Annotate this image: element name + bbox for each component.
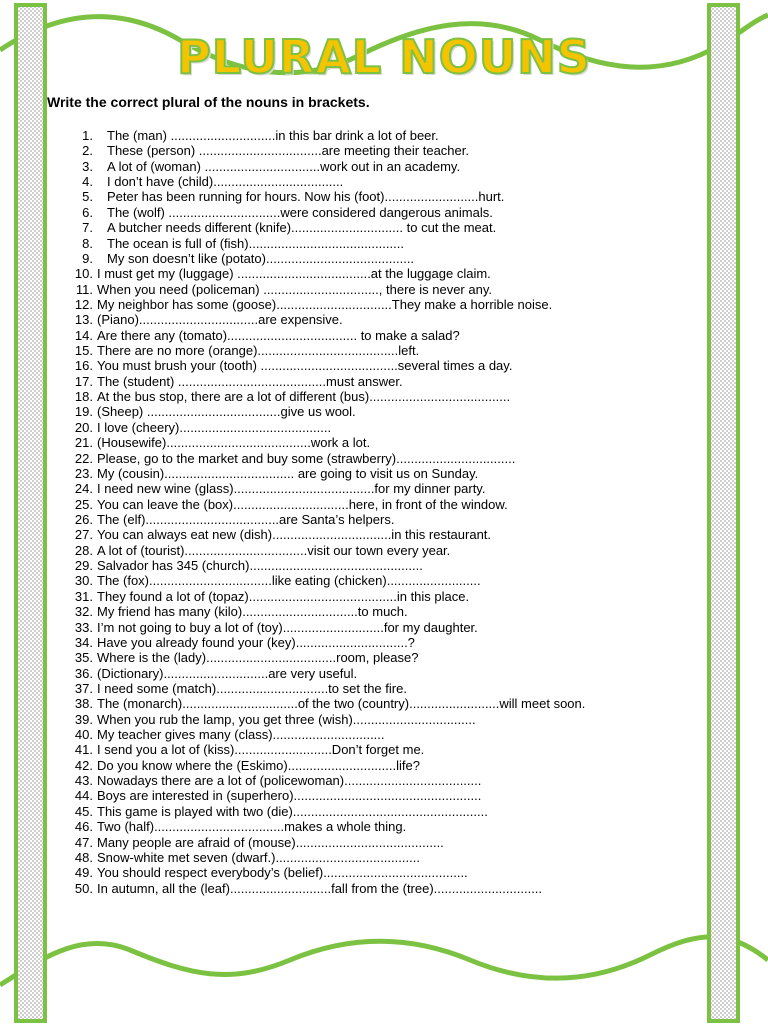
exercise-item	[60, 389, 700, 404]
exercise-item	[60, 819, 700, 834]
item-sentence: You can leave the (box)................................here, in front of the window.	[97, 496, 508, 512]
item-number: 15.	[74, 343, 93, 359]
item-number: 13.	[74, 312, 93, 328]
item-number: 1.	[82, 128, 93, 143]
exercise-item	[60, 481, 700, 496]
item-number: 30.	[74, 573, 93, 589]
item-sentence: Do you know where the (Eskimo)..............................life?	[97, 757, 420, 773]
exercise-item	[60, 558, 700, 573]
exercise-item	[60, 282, 700, 297]
item-sentence: Nowadays there are a lot of (policewoman)......................................	[97, 773, 482, 789]
exercise-item	[60, 589, 700, 604]
item-sentence: These (person) ..................................are meeting their teacher.	[107, 143, 469, 159]
item-sentence: Where is the (lady)....................................room, please?	[97, 650, 419, 666]
item-sentence: You must brush your (tooth) ......................................several times a day.	[97, 358, 513, 374]
exercise-item	[60, 404, 700, 419]
item-sentence: The ocean is full of (fish)...........................................	[107, 235, 404, 251]
exercise-item	[60, 343, 700, 358]
item-sentence: I don’t have (child)....................................	[107, 174, 344, 190]
item-number: 45.	[74, 803, 93, 819]
item-sentence: Please, go to the market and buy some (strawberry).................................	[97, 450, 516, 466]
item-number: 12.	[74, 296, 93, 312]
exercise-item	[60, 573, 700, 588]
exercise-item	[60, 696, 700, 711]
exercise-item	[60, 835, 700, 850]
exercise-item	[60, 758, 700, 773]
item-sentence: The (wolf) ...............................were considered dangerous animals.	[107, 204, 493, 220]
exercise-item	[60, 266, 700, 281]
item-sentence: I’m not going to buy a lot of (toy)............................for my daughter.	[97, 619, 478, 635]
exercise-item	[60, 189, 700, 204]
item-sentence: When you need (policeman) ................................, there is never any.	[97, 281, 492, 297]
item-number: 37.	[74, 680, 93, 696]
exercise-item	[60, 236, 700, 251]
exercise-item	[60, 220, 700, 235]
instruction-text: Write the correct plural of the nouns in brackets.	[47, 94, 370, 110]
exercise-item	[60, 620, 700, 635]
item-number: 28.	[74, 542, 93, 558]
item-number: 39.	[74, 711, 93, 727]
exercise-item	[60, 666, 700, 681]
item-number: 17.	[74, 373, 93, 389]
item-sentence: (Piano).................................are expensive.	[97, 312, 343, 328]
item-number: 47.	[74, 834, 93, 850]
item-number: 36.	[74, 665, 93, 681]
item-number: 38.	[74, 696, 93, 712]
item-number: 5.	[82, 189, 93, 205]
item-sentence: A lot of (tourist)..................................visit our town every year.	[97, 542, 451, 558]
item-sentence: (Dictionary).............................are very useful.	[97, 665, 358, 681]
item-number: 11.	[75, 281, 93, 297]
item-number: 6.	[82, 204, 93, 220]
item-sentence: In autumn, all the (leaf)............................fall from the (tree)..............................	[97, 880, 543, 896]
exercise-item	[60, 435, 700, 450]
item-sentence: The (man) .............................in this bar drink a lot of beer.	[107, 128, 439, 143]
item-number: 34.	[74, 634, 93, 650]
item-sentence: I love (cheery)..........................................	[97, 419, 332, 435]
exercise-item	[60, 850, 700, 865]
item-sentence: The (student) .........................................must answer.	[97, 373, 403, 389]
exercise-item	[60, 297, 700, 312]
item-number: 26.	[74, 511, 93, 527]
exercise-item	[60, 205, 700, 220]
item-number: 46.	[74, 819, 93, 835]
item-number: 41.	[74, 742, 93, 758]
item-number: 10.	[74, 266, 93, 282]
item-sentence: You should respect everybody’s (belief)........................................	[97, 865, 468, 881]
exercise-item	[60, 804, 700, 819]
item-number: 23.	[74, 465, 93, 481]
item-sentence: Have you already found your (key)...............................?	[97, 634, 415, 650]
exercise-item	[60, 635, 700, 650]
exercise-item	[60, 143, 700, 158]
item-sentence: At the bus stop, there are a lot of different (bus).......................................	[97, 389, 511, 405]
page-title: PLURAL NOUNS	[177, 30, 591, 84]
item-number: 33.	[74, 619, 93, 635]
exercise-item	[60, 451, 700, 466]
item-number: 19.	[74, 404, 93, 420]
item-sentence: The (fox)..................................like eating (chicken)..........................	[97, 573, 481, 589]
item-number: 20.	[74, 419, 93, 435]
item-number: 48.	[74, 849, 93, 865]
item-sentence: I send you a lot of (kiss)...........................Don’t forget me.	[97, 742, 425, 758]
exercise-item	[60, 328, 700, 343]
item-sentence: Salvador has 345 (church)................................................	[97, 558, 423, 574]
item-sentence: Are there any (tomato).................................... to make a salad?	[97, 327, 460, 343]
item-sentence: My teacher gives many (class)...............................	[97, 727, 385, 743]
item-sentence: A butcher needs different (knife)............................... to cut the meat.	[107, 220, 497, 236]
item-sentence: I must get my (luggage) .....................................at the luggage claim.	[97, 266, 491, 282]
item-sentence: My friend has many (kilo)................................to much.	[97, 604, 408, 620]
item-number: 29.	[74, 558, 93, 574]
item-sentence: My neighbor has some (goose)................................They make a horrible noise.	[97, 296, 553, 312]
exercise-item	[60, 174, 700, 189]
item-number: 32.	[74, 604, 93, 620]
item-number: 42.	[74, 757, 93, 773]
exercise-item	[60, 420, 700, 435]
item-sentence: They found a lot of (topaz).........................................in this place.	[97, 588, 470, 604]
exercise-item	[60, 128, 700, 143]
item-sentence: The (monarch)................................of the two (country).........................will meet soon.	[97, 696, 586, 712]
item-number: 49.	[74, 865, 93, 881]
item-sentence: There are no more (orange).......................................left.	[97, 343, 420, 359]
item-number: 44.	[74, 788, 93, 804]
exercise-item	[60, 773, 700, 788]
item-sentence: A lot of (woman) ................................work out in an academy.	[107, 158, 461, 174]
exercise-item	[60, 881, 700, 896]
item-sentence: Many people are afraid of (mouse).........................................	[97, 834, 444, 850]
left-column	[16, 5, 45, 1021]
exercise-item	[60, 543, 700, 558]
exercise-item	[60, 712, 700, 727]
exercise-item	[60, 374, 700, 389]
item-number: 14.	[74, 327, 93, 343]
item-sentence: Boys are interested in (superhero)....................................................	[97, 788, 482, 804]
item-sentence: I need new wine (glass).......................................for my dinner party.	[97, 481, 486, 497]
exercise-item	[60, 159, 700, 174]
exercise-item	[60, 604, 700, 619]
item-sentence: When you rub the lamp, you get three (wish)..................................	[97, 711, 476, 727]
item-sentence: I need some (match)...............................to set the fire.	[97, 680, 407, 696]
item-number: 9.	[82, 250, 93, 266]
exercise-item	[60, 527, 700, 542]
item-number: 18.	[74, 389, 93, 405]
exercise-item	[60, 251, 700, 266]
item-number: 3.	[82, 158, 93, 174]
item-sentence: Peter has been running for hours. Now his (foot)..........................hurt.	[107, 189, 505, 205]
exercise-item	[60, 727, 700, 742]
exercise-item	[60, 312, 700, 327]
item-number: 8.	[82, 235, 93, 251]
item-number: 24.	[74, 481, 93, 497]
exercise-item	[60, 497, 700, 512]
exercise-item	[60, 681, 700, 696]
exercise-item	[60, 865, 700, 880]
item-sentence: This game is played with two (die)......................................................	[97, 803, 488, 819]
item-number: 40.	[74, 727, 93, 743]
bottom-wave	[0, 937, 768, 985]
item-number: 50.	[74, 880, 93, 896]
exercise-item	[60, 512, 700, 527]
exercise-item	[60, 650, 700, 665]
item-sentence: You can always eat new (dish).................................in this restaurant.	[97, 527, 492, 543]
item-sentence: Two (half)....................................makes a whole thing.	[97, 819, 407, 835]
item-sentence: The (elf).....................................are Santa’s helpers.	[97, 511, 395, 527]
item-number: 31.	[74, 588, 93, 604]
exercise-list	[60, 128, 700, 896]
exercise-item	[60, 742, 700, 757]
item-sentence: My son doesn’t like (potato).........................................	[107, 250, 415, 266]
item-sentence: Snow-white met seven (dwarf.)........................................	[97, 849, 420, 865]
item-number: 25.	[74, 496, 93, 512]
item-number: 21.	[74, 435, 93, 451]
item-sentence: My (cousin).................................... are going to visit us on Sunday.	[97, 465, 479, 481]
right-column	[709, 5, 738, 1021]
item-number: 2.	[82, 143, 93, 159]
item-number: 16.	[74, 358, 93, 374]
item-number: 27.	[74, 527, 93, 543]
exercise-item	[60, 358, 700, 373]
item-number: 22.	[74, 450, 93, 466]
item-number: 43.	[74, 773, 93, 789]
item-sentence: (Housewife)........................................work a lot.	[97, 435, 371, 451]
item-number: 4.	[82, 174, 93, 190]
item-number: 7.	[82, 220, 93, 236]
item-sentence: (Sheep) .....................................give us wool.	[97, 404, 356, 420]
item-number: 35.	[74, 650, 93, 666]
exercise-item	[60, 466, 700, 481]
exercise-item	[60, 788, 700, 803]
